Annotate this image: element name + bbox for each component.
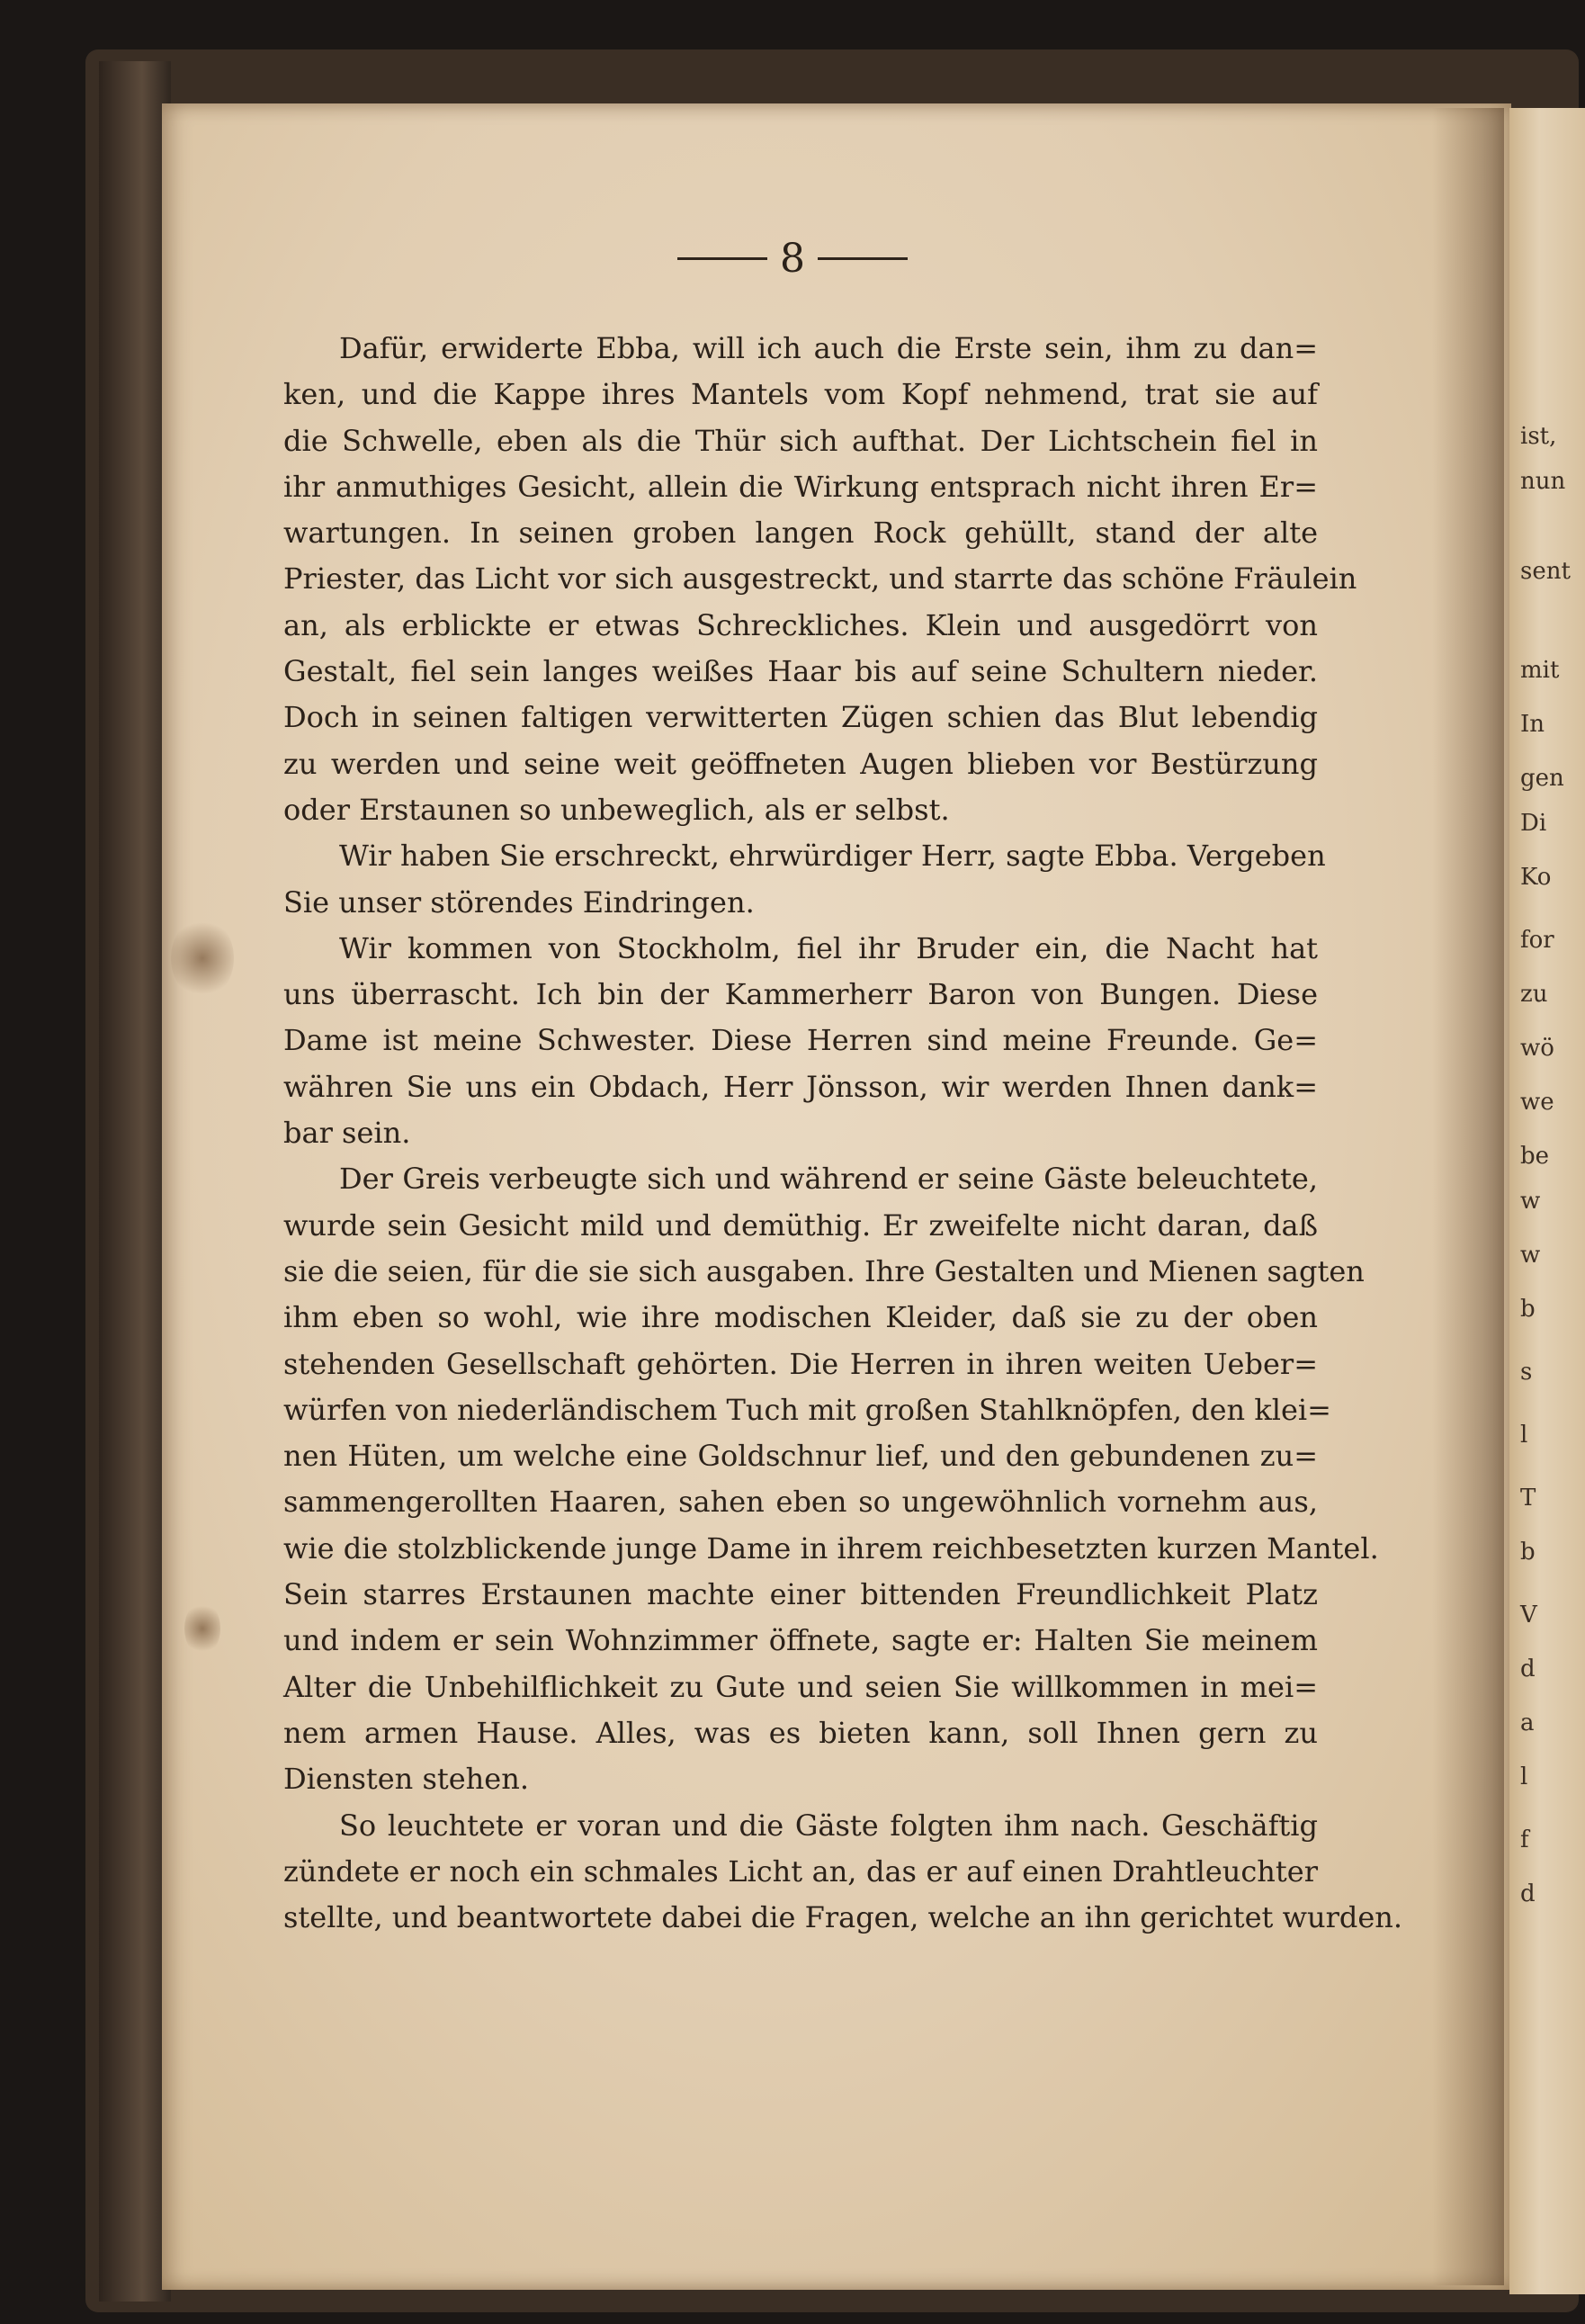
text-line: zu werden und seine weit geöffneten Augen blieben vor Bestürzung (283, 746, 1318, 781)
next-page-fragment: l (1520, 1763, 1528, 1790)
text-line: nem armen Hause. Alles, was es bieten kann, soll Ihnen gern zu (283, 1715, 1318, 1750)
next-page-fragment: a (1520, 1709, 1535, 1736)
next-page-fragment: for (1520, 927, 1554, 954)
next-page-fragment: f (1520, 1826, 1529, 1853)
next-page-edge (1509, 108, 1585, 2294)
text-line: würfen von niederländischem Tuch mit großen Stahlknöpfen, den klei= (283, 1392, 1331, 1427)
text-line: an, als erblickte er etwas Schreckliches. Klein und ausgedörrt von (283, 607, 1318, 642)
next-page-fragment: d (1520, 1656, 1536, 1682)
next-page-fragment: T (1520, 1485, 1536, 1512)
text-line: Sein starres Erstaunen machte einer bittenden Freundlichkeit Platz (283, 1577, 1318, 1612)
next-page-fragment: d (1520, 1880, 1536, 1907)
text-line: ihr anmuthiges Gesicht, allein die Wirkung entsprach nicht ihren Er= (283, 469, 1318, 504)
text-line: bar sein. (283, 1116, 411, 1151)
next-page-fragment: w (1520, 1188, 1541, 1215)
text-line: uns überrascht. Ich bin der Kammerherr Baron von Bungen. Diese (283, 977, 1318, 1012)
text-line: ken, und die Kappe ihres Mantels vom Kopf nehmend, trat sie auf (283, 377, 1318, 412)
next-page-fragment: we (1520, 1089, 1554, 1116)
text-line: zündete er noch ein schmales Licht an, das er auf einen Drahtleuchter (283, 1853, 1318, 1889)
text-line: wartungen. In seinen groben langen Rock gehüllt, stand der alte (283, 516, 1318, 551)
next-page-fragment: V (1520, 1602, 1537, 1629)
text-line: Gestalt, fiel sein langes weißes Haar bis auf seine Schultern nieder. (283, 654, 1318, 689)
page-header (0, 236, 1585, 282)
next-page-fragment: b (1520, 1539, 1536, 1566)
text-line: Sie unser störendes Eindringen. (283, 884, 755, 920)
text-line: wie die stolzblickende junge Dame in ihrem reichbesetzten kurzen Mantel. (283, 1530, 1379, 1566)
text-line: sammengerollten Haaren, sahen eben so ungewöhnlich vornehm aus, (283, 1485, 1318, 1520)
book-spine-edge (99, 61, 171, 2302)
next-page-fragment: wö (1520, 1035, 1554, 1062)
text-line: Wir kommen von Stockholm, fiel ihr Bruder ein, die Nacht hat (339, 930, 1318, 965)
text-line: und indem er sein Wohnzimmer öffnete, sagte er: Halten Sie meinem (283, 1623, 1318, 1658)
text-line: oder Erstaunen so unbeweglich, als er selbst. (283, 792, 950, 827)
text-line: stehenden Gesellschaft gehörten. Die Herren in ihren weiten Ueber= (283, 1346, 1318, 1381)
next-page-fragment: sent (1520, 558, 1571, 585)
text-line: Dafür, erwiderte Ebba, will ich auch die Erste sein, ihm zu dan= (339, 331, 1318, 365)
next-page-fragment: Ko (1520, 864, 1552, 891)
next-page-fragment: b (1520, 1296, 1536, 1323)
next-page-fragment: mit (1520, 657, 1560, 684)
next-page-fragment: zu (1520, 981, 1548, 1008)
next-page-fragment: gen (1520, 765, 1564, 792)
next-page-fragment: In (1520, 711, 1545, 738)
next-page-fragment: s (1520, 1359, 1533, 1386)
text-line: Der Greis verbeugte sich und während er seine Gäste beleuchtete, (339, 1162, 1318, 1197)
page-stain (171, 918, 234, 999)
next-page-fragment: nun (1520, 468, 1566, 495)
text-line: So leuchtete er voran und die Gäste folgten ihm nach. Geschäftig (339, 1808, 1318, 1843)
text-line: wurde sein Gesicht mild und demüthig. Er zweifelte nicht daran, daß (283, 1207, 1318, 1243)
text-line: Doch in seinen faltigen verwitterten Zügen schien das Blut lebendig (283, 700, 1318, 735)
text-line: stellte, und beantwortete dabei die Fragen, welche an ihn gerichtet wurden. (283, 1900, 1403, 1935)
text-line: Priester, das Licht vor sich ausgestreckt, und starrte das schöne Fräulein (283, 561, 1357, 597)
page-number: 8 (780, 236, 805, 282)
text-line: nen Hüten, um welche eine Goldschnur lief, und den gebundenen zu= (283, 1439, 1318, 1474)
text-line: die Schwelle, eben als die Thür sich aufthat. Der Lichtschein fiel in (283, 423, 1318, 458)
text-line: sie die seien, für die sie sich ausgaben. Ihre Gestalten und Mienen sagten (283, 1253, 1365, 1288)
body-text (283, 326, 1403, 1941)
text-line: Wir haben Sie erschreckt, ehrwürdiger Herr, sagte Ebba. Vergeben (339, 839, 1326, 874)
text-line: ihm eben so wohl, wie ihre modischen Kleider, daß sie zu der oben (283, 1300, 1318, 1335)
next-page-fragment: ist, (1520, 423, 1557, 450)
next-page-fragment: l (1520, 1422, 1528, 1449)
next-page-fragment: Di (1520, 810, 1547, 837)
text-line: Dame ist meine Schwester. Diese Herren sind meine Freunde. Ge= (283, 1023, 1318, 1058)
next-page-fragment: w (1520, 1242, 1541, 1269)
header-rule-left (677, 257, 767, 260)
header-rule-right (818, 257, 908, 260)
page-stain (184, 1602, 220, 1656)
text-line: Diensten stehen. (283, 1762, 529, 1797)
text-line: Alter die Unbehilflichkeit zu Gute und seien Sie willkommen in mei= (283, 1669, 1318, 1704)
text-line: währen Sie uns ein Obdach, Herr Jönsson, wir werden Ihnen dank= (283, 1069, 1318, 1104)
page-gutter-shadow (1432, 108, 1504, 2285)
next-page-fragment: be (1520, 1143, 1550, 1170)
